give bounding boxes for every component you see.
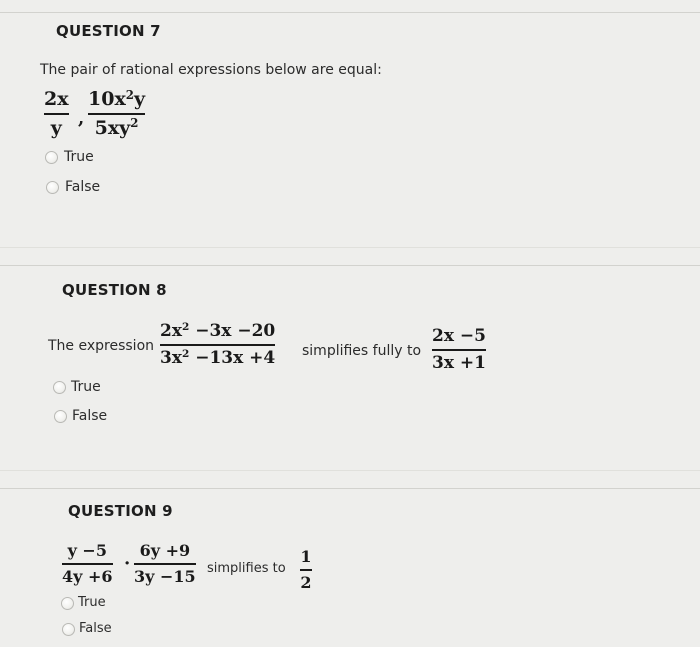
question-title: QUESTION 9 xyxy=(68,502,173,520)
question-prompt: The pair of rational expressions below are equal: xyxy=(40,62,382,78)
multiply-dot: · xyxy=(124,553,131,574)
false-radio[interactable] xyxy=(62,623,75,636)
false-label[interactable]: False xyxy=(72,408,108,424)
simplifies-text: simplifies fully to xyxy=(302,343,422,359)
numerator: 2x −5 xyxy=(432,326,486,346)
fraction-10x2y-over-5xy2 xyxy=(88,87,146,139)
true-radio[interactable] xyxy=(53,381,66,394)
divider-q8-q9 xyxy=(0,470,700,471)
simplifies-text: simplifies to xyxy=(207,561,286,576)
denominator: 3x +1 xyxy=(432,352,486,373)
numerator: 1 xyxy=(300,547,312,566)
divider-q7-q8-lower xyxy=(0,265,700,266)
false-radio[interactable] xyxy=(54,410,67,423)
false-label[interactable]: False xyxy=(65,179,101,195)
numerator: y −5 xyxy=(67,541,107,560)
false-label[interactable]: False xyxy=(79,621,112,636)
true-label[interactable]: True xyxy=(78,595,106,610)
fraction-one-half xyxy=(300,549,312,591)
numerator: $10x^2y$ xyxy=(88,87,146,110)
divider-q7-q8 xyxy=(0,247,700,248)
question-title: QUESTION 7 xyxy=(56,22,161,40)
fraction-6y-9-over-3y-15 xyxy=(134,543,196,585)
denominator: 4y +6 xyxy=(62,566,113,586)
expression-lead-text: The expression xyxy=(48,338,155,354)
denominator: y xyxy=(50,116,62,139)
denominator: $5xy^2$ xyxy=(94,116,139,139)
fraction-quadratic xyxy=(160,323,275,367)
fraction-bar xyxy=(44,113,69,115)
fraction-y-5-over-4y-6 xyxy=(62,543,113,585)
denominator: 3y −15 xyxy=(134,566,196,586)
fraction-bar xyxy=(300,569,312,571)
denominator: $3x^2 -13x +4$ xyxy=(160,347,276,368)
true-radio[interactable] xyxy=(45,151,58,164)
true-label[interactable]: True xyxy=(64,149,94,165)
numerator: 6y +9 xyxy=(139,541,191,560)
fraction-bar xyxy=(134,563,196,565)
fraction-bar xyxy=(432,349,486,351)
numerator: 2x xyxy=(44,88,69,110)
true-radio[interactable] xyxy=(61,597,74,610)
top-divider xyxy=(0,12,700,13)
true-label[interactable]: True xyxy=(71,379,101,395)
fraction-bar xyxy=(62,563,113,565)
fraction-bar xyxy=(88,113,145,115)
false-radio[interactable] xyxy=(46,181,59,194)
question-title: QUESTION 8 xyxy=(62,281,167,299)
denominator: 2 xyxy=(300,572,312,592)
divider-q8-q9-lower xyxy=(0,488,700,489)
fraction-2x-over-y xyxy=(44,90,69,138)
comma-separator: , xyxy=(78,108,85,129)
fraction-bar xyxy=(160,344,275,346)
numerator: $2x^2 -3x -20$ xyxy=(160,321,276,341)
fraction-simplified xyxy=(432,328,486,372)
